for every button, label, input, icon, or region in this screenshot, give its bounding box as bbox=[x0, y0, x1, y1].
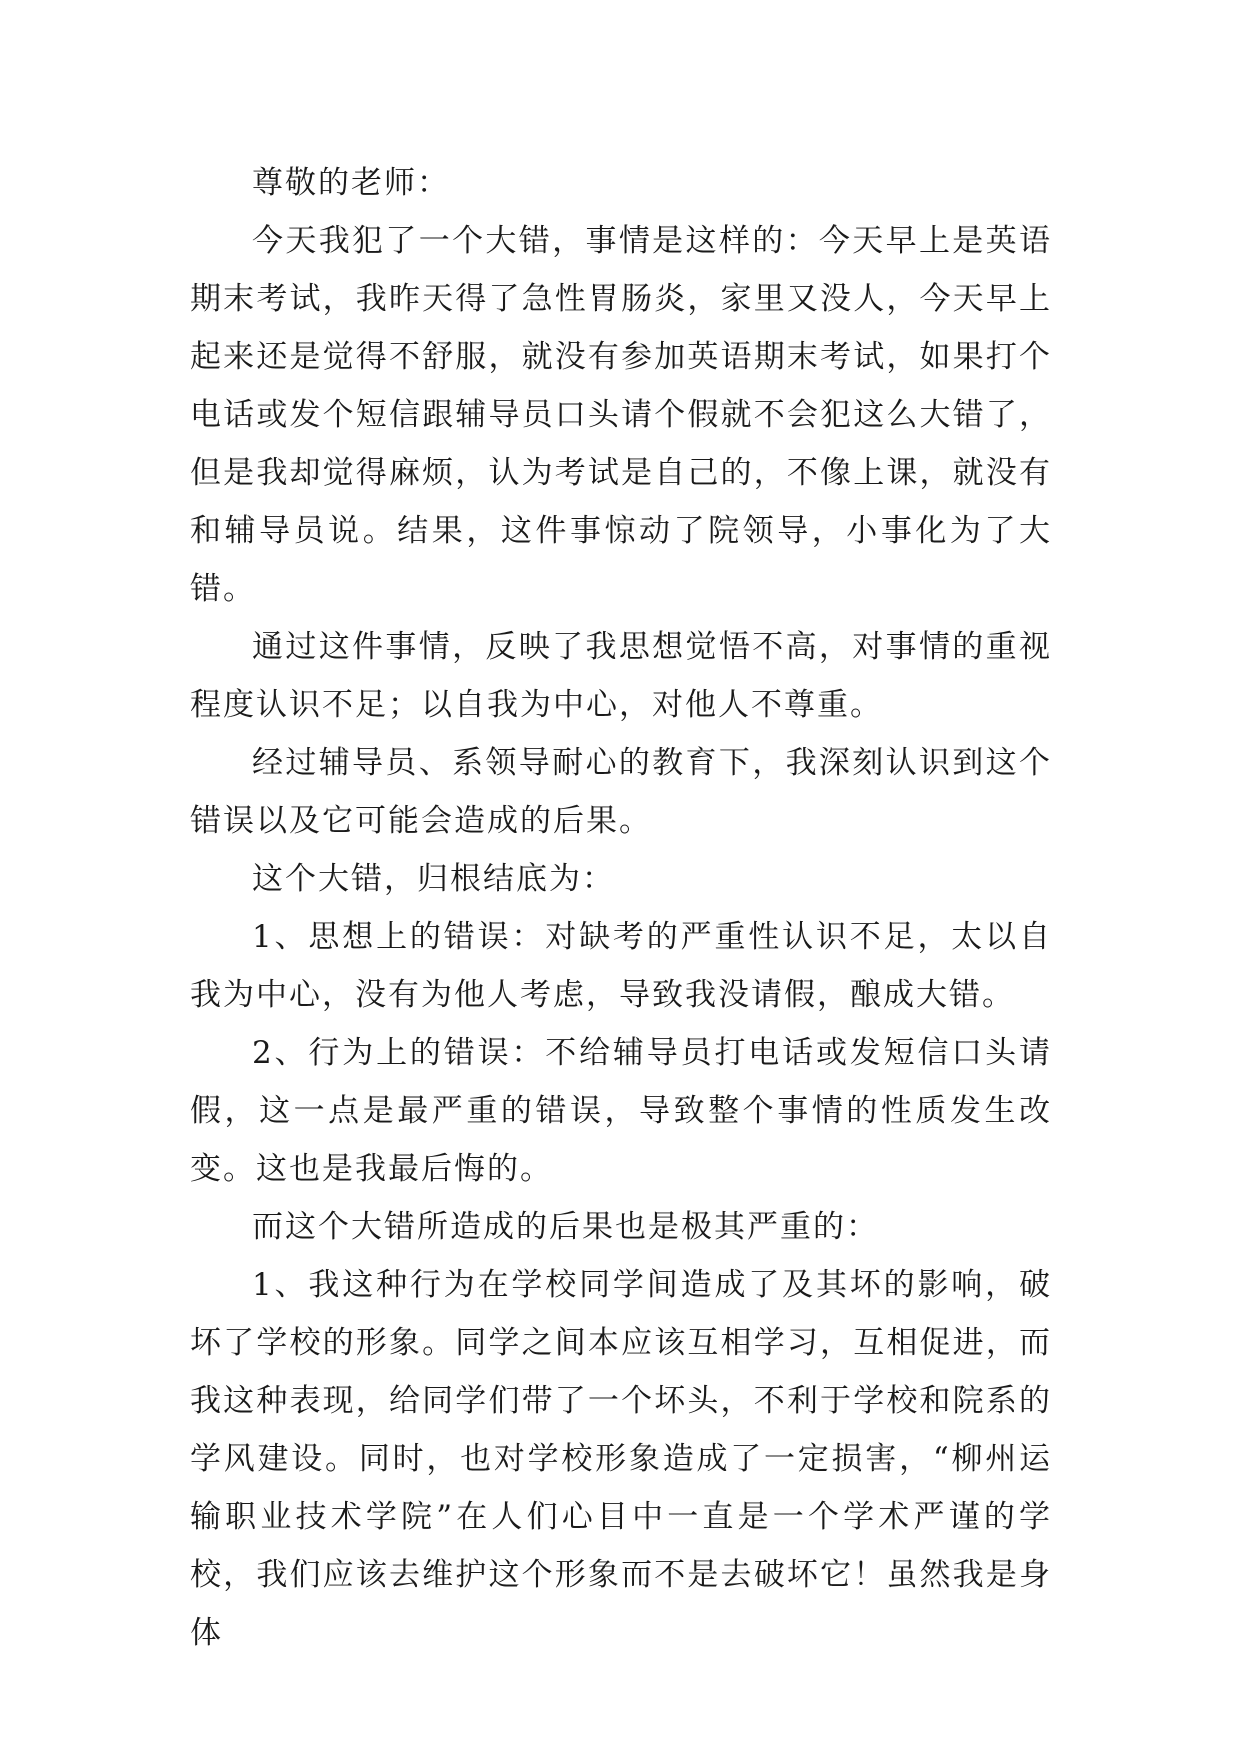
paragraph-reflection: 通过这件事情，反映了我思想觉悟不高，对事情的重视程度认识不足；以自我为中心，对他人不尊重。 bbox=[190, 629, 1052, 723]
paragraph-consequence-1: 1、我这种行为在学校同学间造成了及其坏的影响，破坏了学校的形象。同学之间本应该互相学习，互相促进，而我这种表现，给同学们带了一个坏头，不利于学校和院系的学风建设。同时，也对学校形象造成了一定损害，“柳州运输职业技术学院”在人们心目中一直是一个学术严谨的学校，我们应该去维护这个形象而不是去破坏它！虽然我是身体 bbox=[190, 1267, 1052, 1651]
salutation: 尊敬的老师： bbox=[252, 165, 450, 201]
letter-body bbox=[190, 154, 1052, 1662]
paragraph-realization: 经过辅导员、系领导耐心的教育下，我深刻认识到这个错误以及它可能会造成的后果。 bbox=[190, 745, 1052, 839]
paragraph-incident: 今天我犯了一个大错，事情是这样的：今天早上是英语期末考试，我昨天得了急性胃肠炎，家里又没人，今天早上起来还是觉得不舒服，就没有参加英语期末考试，如果打个电话或发个短信跟辅导员口头请个假就不会犯这么大错了，但是我却觉得麻烦，认为考试是自己的，不像上课，就没有和辅导员说。结果，这件事惊动了院领导，小事化为了大错。 bbox=[190, 223, 1052, 607]
paragraph-cause-1: 1、思想上的错误：对缺考的严重性认识不足，太以自我为中心，没有为他人考虑，导致我没请假，酿成大错。 bbox=[190, 919, 1052, 1013]
paragraph-consequence-intro: 而这个大错所造成的后果也是极其严重的： bbox=[252, 1209, 879, 1245]
paragraph-root-cause-intro: 这个大错，归根结底为： bbox=[252, 861, 615, 897]
paragraph-cause-2: 2、行为上的错误：不给辅导员打电话或发短信口头请假，这一点是最严重的错误，导致整个事情的性质发生改变。这也是我最后悔的。 bbox=[190, 1035, 1052, 1187]
